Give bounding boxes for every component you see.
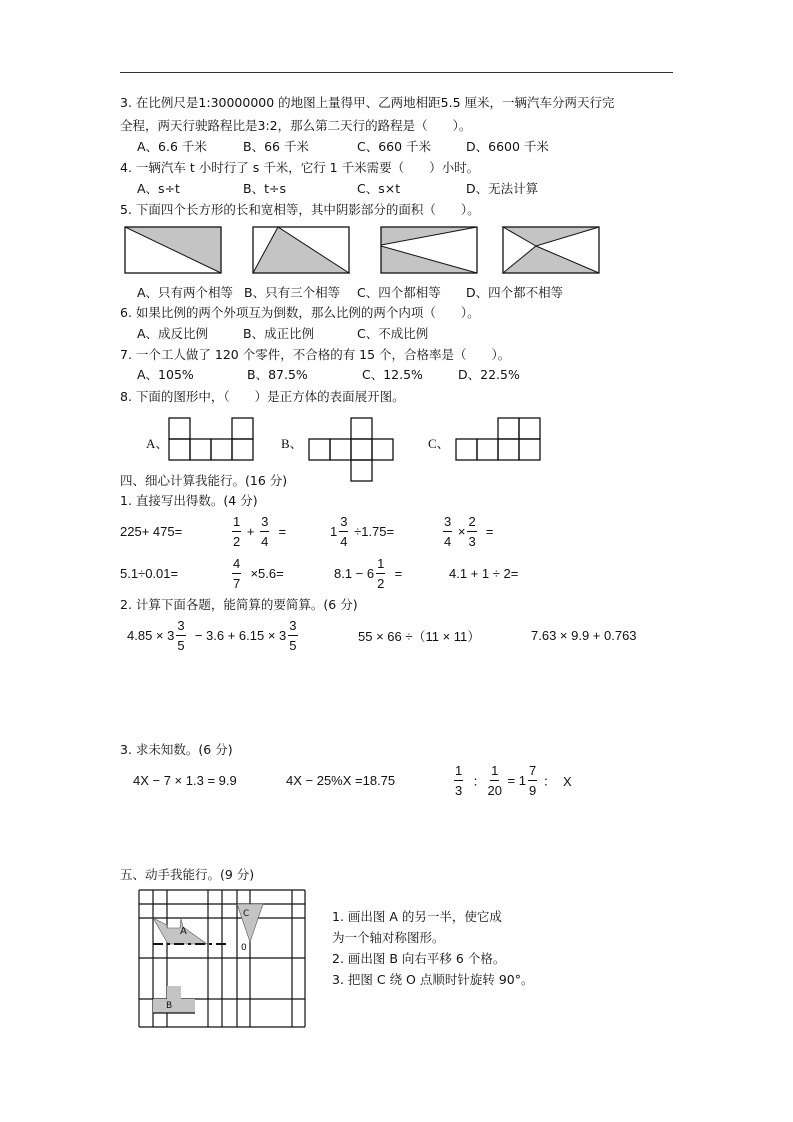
q4-option-a: A、s÷t (137, 181, 180, 196)
q4-option-b: B、t÷s (243, 181, 286, 196)
q7-option-c: C、12.5% (362, 367, 423, 382)
expression-text: 55 × 66 ÷（11 × 11） (358, 628, 481, 644)
denominator: 2 (233, 533, 241, 549)
shape-a-label: A (180, 926, 187, 937)
expression-text: 8.1 − 6 (334, 565, 375, 581)
expression-text: + (243, 523, 259, 539)
point-o-label: 0 (241, 943, 247, 953)
expression-text: ×5.6= (243, 565, 284, 581)
q3-option-c: C、660 千米 (357, 139, 432, 154)
numerator: 2 (467, 512, 476, 532)
expression-text: − 3.6 + 6.15 × 3 (187, 627, 287, 643)
denominator: 3 (468, 533, 476, 549)
net-label-b: B、 (281, 436, 303, 451)
expression-text: 7.63 × 9.9 + 0.763 (531, 627, 637, 643)
numerator: 3 (260, 512, 269, 532)
expression-text: 4.1 + 1 ÷ 2= (449, 565, 519, 581)
q8-text: 8. 下面的图形中，（ ）是正方体的表面展开图。 (120, 389, 405, 404)
q7-option-b: B、87.5% (247, 367, 308, 382)
denominator: 7 (233, 575, 241, 591)
denominator: 3 (455, 782, 463, 798)
numerator: 3 (443, 512, 452, 532)
expression-text: ÷1.75= (350, 523, 395, 539)
expression-text: = (478, 523, 494, 539)
expression-text: 4.85 × 3 (127, 627, 175, 643)
numerator: 3 (176, 616, 185, 636)
numerator: 3 (339, 512, 348, 532)
denominator: 4 (261, 533, 269, 549)
q3-option-a: A、6.6 千米 (137, 139, 207, 154)
numerator: 1 (232, 512, 241, 532)
denominator: 2 (377, 575, 385, 591)
numerator: 4 (232, 554, 241, 574)
numerator: 1 (490, 761, 499, 781)
q5-option-b: B、只有三个相等 (244, 285, 341, 300)
q5-option-a: A、只有两个相等 (137, 285, 234, 300)
q6-text: 6. 如果比例的两个外项互为倒数，那么比例的两个内项（ ）。 (120, 305, 480, 320)
expression-text: = (271, 523, 287, 539)
shape-c (237, 904, 263, 942)
q7-text: 7. 一个工人做了 120 个零件，不合格的有 15 个，合格率是（ ）。 (120, 347, 511, 362)
q7-option-d: D、22.5% (458, 367, 520, 382)
denominator: 9 (528, 782, 537, 798)
section4-sub3: 3. 求未知数。(6 分) (120, 742, 233, 757)
shape-b-label: B (166, 1001, 173, 1011)
net-label-c: C、 (428, 436, 450, 451)
section5-title: 五、动手我能行。(9 分) (120, 867, 255, 882)
expression-text: 5.1÷0.01= (120, 565, 179, 581)
q3-option-b: B、66 千米 (243, 139, 309, 154)
instruction-3: 3. 把图 C 绕 O 点顺时针旋转 90°。 (332, 972, 534, 987)
expression-text: = (387, 565, 403, 581)
expression-text: = 1 (503, 772, 526, 788)
q6-option-b: B、成正比例 (243, 326, 315, 341)
shape-b-bottom (153, 999, 195, 1013)
q5-option-d: D、四个都不相等 (466, 285, 564, 300)
section4-sub1: 1. 直接写出得数。(4 分) (120, 493, 258, 508)
q3-text-line2: 全程，两天行驶路程比是3:2，那么第二天行的路程是（ ）。 (120, 118, 472, 133)
shape-c-label: C (243, 909, 250, 919)
expression-text: 4X − 7 × 1.3 = 9.9 (133, 772, 237, 788)
q4-option-d: D、无法计算 (466, 181, 539, 196)
denominator: 5 (289, 637, 297, 653)
shape-b-top (167, 986, 181, 999)
q3-option-d: D、6600 千米 (466, 139, 549, 154)
expression-text: ： (465, 773, 486, 789)
denominator: 4 (340, 533, 348, 549)
instruction-1: 1. 画出图 A 的另一半，使它成 (332, 909, 502, 924)
denominator: 5 (177, 637, 185, 653)
expression-text: 4X − 25%X =18.75 (286, 772, 396, 788)
q4-option-c: C、s×t (357, 181, 401, 196)
numerator: 1 (454, 761, 463, 781)
q3-text-line1: 3. 在比例尺是1:30000000 的地图上量得甲、乙两地相距5.5 厘米，一辆汽车分两天行完 (120, 95, 615, 110)
instruction-1-cont: 为一个轴对称图形。 (332, 930, 445, 945)
expression-text: ： X (539, 773, 572, 789)
denominator: 4 (444, 533, 452, 549)
net-label-a: A、 (146, 436, 169, 451)
q7-option-a: A、105% (137, 367, 194, 382)
expression-text: 225+ 475= (120, 523, 183, 539)
numerator: 3 (288, 616, 297, 636)
denominator: 20 (487, 782, 502, 798)
mixed-number-whole: 1 (330, 523, 338, 539)
section4-title: 四、细心计算我能行。(16 分) (120, 473, 288, 488)
instruction-2: 2. 画出图 B 向右平移 6 个格。 (332, 951, 506, 966)
section4-sub2: 2. 计算下面各题，能简算的要简算。(6 分) (120, 597, 358, 612)
expression-text: × (454, 523, 466, 539)
numerator: 7 (528, 761, 537, 781)
q6-option-c: C、不成比例 (357, 326, 429, 341)
q5-option-c: C、四个都相等 (357, 285, 441, 300)
q5-text: 5. 下面四个长方形的长和宽相等，其中阴影部分的面积（ ）。 (120, 202, 480, 217)
q6-option-a: A、成反比例 (137, 326, 209, 341)
q4-text: 4. 一辆汽车 t 小时行了 s 千米，它行 1 千米需要（ ）小时。 (120, 160, 480, 175)
numerator: 1 (376, 554, 385, 574)
